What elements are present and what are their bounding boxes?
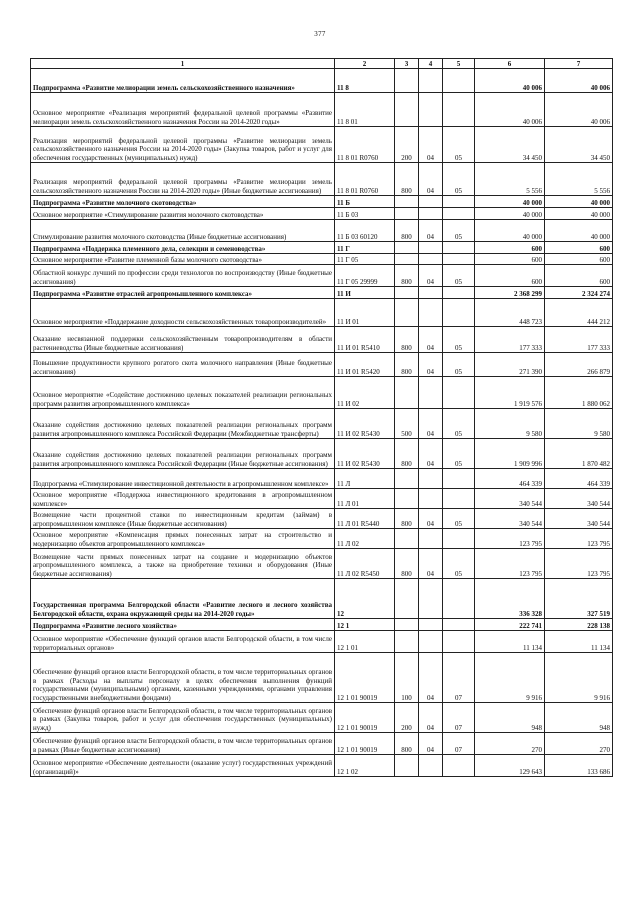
row-type-code [395,631,419,653]
row-type-code [395,579,419,619]
table-row [31,409,613,439]
row-name: Подпрограмма «Развитие молочного скотоводства» [31,196,335,208]
row-amount-col6: 40 000 [475,220,545,242]
row-type-code: 800 [395,733,419,755]
row-subsection: 07 [443,703,475,733]
row-subsection [443,93,475,127]
row-section [419,619,443,631]
row-subsection [443,755,475,777]
row-name: Подпрограмма «Развитие мелиорации земель сельскохозяйственного назначения» [31,69,335,93]
row-section: 04 [419,549,443,579]
row-code: 12 1 01 [335,631,395,653]
row-amount-col6: 5 556 [475,163,545,196]
row-amount-col7: 177 333 [545,327,613,353]
row-section [419,579,443,619]
row-name: Основное мероприятие «Поддержание доходности сельскохозяйственных товаропроизводителей» [31,299,335,327]
row-subsection: 05 [443,127,475,163]
row-amount-col7: 40 006 [545,69,613,93]
row-amount-col7: 340 544 [545,509,613,529]
row-amount-col6: 40 000 [475,208,545,220]
row-subsection [443,242,475,254]
row-name: Реализация мероприятий федеральной целевой программы «Развитие мелиорации земель сельскохозяйственного назначения России на 2014-2020 годы» (Иные бюджетные ассигнования) [31,163,335,196]
row-section [419,242,443,254]
row-name: Реализация мероприятий федеральной целевой программы «Развитие мелиорации земель сельскохозяйственного назначения России на 2014-2020 годы» (Закупка товаров, работ и услуг для обеспечения государственных (муниципальных) нужд) [31,127,335,163]
row-amount-col6: 271 390 [475,353,545,377]
row-code: 11 8 01 R0760 [335,127,395,163]
row-section: 04 [419,703,443,733]
table-row [31,69,613,93]
row-amount-col7: 1 880 062 [545,377,613,409]
column-header: 5 [443,59,475,69]
row-name: Основное мероприятие «Реализация мероприятий федеральной целевой программы «Развитие мелиорации земель сельскохозяйственного назначения России на 2014-2020 годы» [31,93,335,127]
row-subsection: 05 [443,353,475,377]
row-amount-col6: 123 795 [475,549,545,579]
row-type-code: 500 [395,409,419,439]
row-subsection [443,287,475,299]
table-row [31,619,613,631]
table-row [31,208,613,220]
row-subsection: 05 [443,327,475,353]
row-amount-col6: 448 723 [475,299,545,327]
row-subsection: 05 [443,220,475,242]
row-type-code [395,377,419,409]
row-amount-col6: 9 916 [475,653,545,703]
row-amount-col7: 123 795 [545,529,613,549]
row-subsection [443,579,475,619]
row-amount-col6: 123 795 [475,529,545,549]
row-section: 04 [419,127,443,163]
table-row [31,242,613,254]
row-name: Возмещение части процентной ставки по инвестиционным кредитам (займам) в агропромышленном комплексе (Иные бюджетные ассигнования) [31,509,335,529]
column-header: 3 [395,59,419,69]
row-code: 12 1 01 90019 [335,733,395,755]
row-name: Подпрограмма «Развитие отраслей агропромышленного комплекса» [31,287,335,299]
row-type-code [395,196,419,208]
row-type-code [395,755,419,777]
row-code: 11 Г 05 29999 [335,265,395,287]
row-section: 04 [419,509,443,529]
row-code: 11 И 01 R5420 [335,353,395,377]
row-amount-col7: 40 000 [545,220,613,242]
row-type-code: 200 [395,127,419,163]
row-type-code: 800 [395,163,419,196]
row-subsection: 07 [443,733,475,755]
table-row [31,299,613,327]
row-subsection: 05 [443,439,475,469]
table-row [31,703,613,733]
row-amount-col7: 600 [545,242,613,254]
page-number: 377 [314,30,326,38]
row-amount-col6: 1 919 576 [475,377,545,409]
row-name: Оказание содействия достижению целевых показателей реализации региональных программ развития агропромышленного комплекса Российской Федерации (Межбюджетные трансферты) [31,409,335,439]
row-code: 12 1 02 [335,755,395,777]
row-name: Возмещение части прямых понесенных затрат на создание и модернизацию объектов агропромышленного комплекса, а также на приобретение техники и оборудования (Иные бюджетные ассигнования) [31,549,335,579]
row-amount-col6: 222 741 [475,619,545,631]
row-code: 11 И 01 [335,299,395,327]
row-type-code [395,469,419,489]
table-row [31,93,613,127]
row-subsection [443,299,475,327]
row-type-code: 800 [395,439,419,469]
column-header: 2 [335,59,395,69]
row-section: 04 [419,265,443,287]
row-name: Подпрограмма «Развитие лесного хозяйства» [31,619,335,631]
row-code: 11 Л [335,469,395,489]
row-type-code: 800 [395,327,419,353]
row-section [419,254,443,265]
row-code: 11 Б [335,196,395,208]
row-type-code [395,287,419,299]
row-type-code [395,208,419,220]
row-code: 12 1 [335,619,395,631]
row-code: 11 Б 03 60120 [335,220,395,242]
row-code: 11 И 01 R5410 [335,327,395,353]
row-code: 11 Б 03 [335,208,395,220]
row-subsection [443,196,475,208]
row-name: Основное мероприятие «Содействие достижению целевых показателей реализации региональных программ развития агропромышленного комплекса» [31,377,335,409]
row-code: 11 Г 05 [335,254,395,265]
row-type-code: 800 [395,353,419,377]
row-section: 04 [419,163,443,196]
row-section [419,93,443,127]
row-subsection [443,69,475,93]
row-section [419,208,443,220]
row-section: 04 [419,409,443,439]
row-section [419,631,443,653]
row-type-code: 200 [395,703,419,733]
row-code: 11 Л 01 [335,489,395,509]
row-section [419,287,443,299]
row-section: 04 [419,653,443,703]
row-amount-col7: 948 [545,703,613,733]
table-row [31,489,613,509]
row-section [419,755,443,777]
row-name: Повышение продуктивности крупного рогатого скота молочного направления (Иные бюджетные ассигнования) [31,353,335,377]
row-amount-col7: 270 [545,733,613,755]
row-type-code [395,489,419,509]
row-subsection: 05 [443,163,475,196]
table-row [31,653,613,703]
row-section: 04 [419,439,443,469]
row-amount-col7: 40 006 [545,93,613,127]
row-section [419,529,443,549]
row-code: 11 И [335,287,395,299]
row-subsection: 07 [443,653,475,703]
row-code: 12 [335,579,395,619]
row-subsection [443,469,475,489]
row-type-code: 800 [395,265,419,287]
row-subsection [443,208,475,220]
row-name: Оказание несвязанной поддержки сельскохозяйственным товаропроизводителям в области растениеводства (Иные бюджетные ассигнования) [31,327,335,353]
row-amount-col6: 600 [475,254,545,265]
table-row [31,327,613,353]
row-amount-col7: 9 580 [545,409,613,439]
column-header: 7 [545,59,613,69]
row-amount-col7: 600 [545,254,613,265]
row-amount-col6: 11 134 [475,631,545,653]
row-type-code [395,254,419,265]
row-code: 11 Л 02 R5450 [335,549,395,579]
table-row [31,755,613,777]
row-type-code [395,529,419,549]
row-name: Основное мероприятие «Компенсация прямых понесенных затрат на строительство и модернизацию объектов агропромышленного комплекса» [31,529,335,549]
table-row [31,220,613,242]
row-amount-col7: 9 916 [545,653,613,703]
row-amount-col6: 340 544 [475,509,545,529]
row-amount-col7: 133 686 [545,755,613,777]
row-section [419,196,443,208]
row-amount-col7: 340 544 [545,489,613,509]
row-type-code [395,299,419,327]
row-amount-col6: 336 328 [475,579,545,619]
row-amount-col6: 1 909 996 [475,439,545,469]
row-amount-col7: 327 519 [545,579,613,619]
row-amount-col7: 34 450 [545,127,613,163]
budget-table [30,58,613,777]
column-header: 4 [419,59,443,69]
table-row [31,549,613,579]
row-amount-col7: 600 [545,265,613,287]
row-subsection: 05 [443,409,475,439]
table-row [31,469,613,489]
row-code: 12 1 01 90019 [335,653,395,703]
row-name: Подпрограмма «Стимулирование инвестиционной деятельности в агропромышленном комплексе» [31,469,335,489]
table-row [31,529,613,549]
row-code: 11 Л 01 R5440 [335,509,395,529]
row-amount-col6: 2 368 299 [475,287,545,299]
row-name: Областной конкурс лучший по профессии среди технологов по воспроизводству (Иные бюджетные ассигнования) [31,265,335,287]
row-subsection: 05 [443,549,475,579]
row-code: 11 Л 02 [335,529,395,549]
row-subsection [443,619,475,631]
row-name: Основное мероприятие «Поддержка инвестиционного кредитования в агропромышленном комплексе» [31,489,335,509]
table-row [31,631,613,653]
row-amount-col6: 129 643 [475,755,545,777]
column-number-row [31,59,613,69]
row-name: Подпрограмма «Поддержка племенного дела, селекции и семеноводства» [31,242,335,254]
row-type-code [395,69,419,93]
row-amount-col6: 600 [475,242,545,254]
row-amount-col7: 1 870 482 [545,439,613,469]
row-amount-col7: 123 795 [545,549,613,579]
table-row [31,254,613,265]
row-type-code [395,619,419,631]
row-amount-col6: 9 580 [475,409,545,439]
row-amount-col6: 34 450 [475,127,545,163]
row-amount-col6: 177 333 [475,327,545,353]
row-amount-col7: 464 339 [545,469,613,489]
table-row [31,579,613,619]
row-amount-col7: 40 000 [545,208,613,220]
row-amount-col6: 40 006 [475,69,545,93]
row-amount-col6: 464 339 [475,469,545,489]
table-row [31,439,613,469]
row-type-code: 800 [395,220,419,242]
row-amount-col7: 5 556 [545,163,613,196]
table-row [31,196,613,208]
row-amount-col6: 948 [475,703,545,733]
row-amount-col7: 444 212 [545,299,613,327]
row-amount-col6: 600 [475,265,545,287]
row-section: 04 [419,353,443,377]
row-name: Обеспечение функций органов власти Белгородской области, в том числе территориальных органов в рамках (Закупка товаров, работ и услуг для обеспечения государственных (муниципальных) нужд) [31,703,335,733]
column-header: 6 [475,59,545,69]
row-section [419,377,443,409]
row-code: 11 8 01 [335,93,395,127]
row-section [419,299,443,327]
row-amount-col7: 228 138 [545,619,613,631]
row-type-code: 100 [395,653,419,703]
row-subsection [443,489,475,509]
row-amount-col6: 40 000 [475,196,545,208]
row-subsection [443,254,475,265]
row-code: 11 И 02 [335,377,395,409]
column-header: 1 [31,59,335,69]
row-amount-col7: 2 324 274 [545,287,613,299]
row-section [419,469,443,489]
row-name: Основное мероприятие «Развитие племенной базы молочного скотоводства» [31,254,335,265]
row-code: 12 1 01 90019 [335,703,395,733]
row-code: 11 8 [335,69,395,93]
table-row [31,377,613,409]
row-code: 11 8 01 R0760 [335,163,395,196]
row-amount-col6: 270 [475,733,545,755]
row-name: Стимулирование развития молочного скотоводства (Иные бюджетные ассигнования) [31,220,335,242]
row-type-code: 800 [395,509,419,529]
table-row [31,733,613,755]
row-amount-col7: 11 134 [545,631,613,653]
row-subsection [443,377,475,409]
table-row [31,265,613,287]
row-section [419,69,443,93]
row-name: Обеспечение функций органов власти Белгородской области, в том числе территориальных органов в рамках (Иные бюджетные ассигнования) [31,733,335,755]
row-name: Основное мероприятие «Обеспечение деятельности (оказание услуг) государственных учреждений (организаций)» [31,755,335,777]
row-section: 04 [419,733,443,755]
row-code: 11 И 02 R5430 [335,409,395,439]
row-section: 04 [419,220,443,242]
row-name: Обеспечение функций органов власти Белгородской области, в том числе территориальных органов в рамках (Расходы на выплаты персоналу в целях обеспечения выполнения функций государственными (муниципальными) органами, казенными учреждениями, органами управления государственными внебюджетными фондами) [31,653,335,703]
table-row [31,287,613,299]
row-name: Оказание содействия достижению целевых показателей реализации региональных программ развития агропромышленного комплекса Российской Федерации (Иные бюджетные ассигнования) [31,439,335,469]
row-section [419,489,443,509]
table-row [31,127,613,163]
row-type-code [395,93,419,127]
table-body [31,69,613,777]
row-name: Основное мероприятие «Обеспечение функций органов власти Белгородской области, в том числе территориальных органов» [31,631,335,653]
table-row [31,353,613,377]
row-amount-col6: 340 544 [475,489,545,509]
row-subsection: 05 [443,509,475,529]
table-row [31,163,613,196]
table-row [31,509,613,529]
row-name: Государственная программа Белгородской области «Развитие лесного и лесного хозяйства Белгородской области, охрана окружающей среды на 2014-2020 годы» [31,579,335,619]
row-subsection [443,529,475,549]
row-subsection: 05 [443,265,475,287]
row-code: 11 И 02 R5430 [335,439,395,469]
row-type-code [395,242,419,254]
row-subsection [443,631,475,653]
row-amount-col7: 266 879 [545,353,613,377]
row-code: 11 Г [335,242,395,254]
row-name: Основное мероприятие «Стимулирование развития молочного скотоводства» [31,208,335,220]
row-amount-col7: 40 000 [545,196,613,208]
row-amount-col6: 40 006 [475,93,545,127]
row-type-code: 800 [395,549,419,579]
row-section: 04 [419,327,443,353]
